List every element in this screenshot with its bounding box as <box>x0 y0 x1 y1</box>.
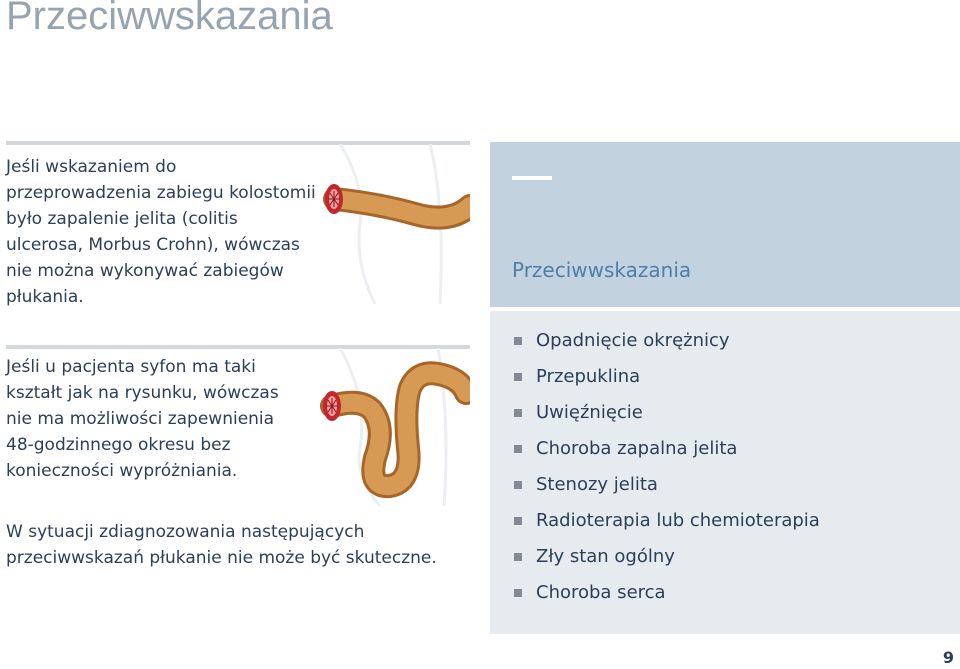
list-item-label: Radioterapia lub chemioterapia <box>536 510 820 531</box>
square-bullet-icon <box>514 553 522 561</box>
page-number: 9 <box>942 648 954 667</box>
page-title: Przeciwwskazania <box>6 0 333 38</box>
list-item <box>512 323 820 359</box>
list-item <box>512 539 820 575</box>
list-item <box>512 359 820 395</box>
list-item-label: Uwięźnięcie <box>536 402 643 423</box>
list-item-label: Przepuklina <box>536 366 641 387</box>
looped-colon-illustration <box>320 348 470 506</box>
square-bullet-icon <box>514 445 522 453</box>
list-item <box>512 503 820 539</box>
panel-accent-bar <box>512 176 552 180</box>
list-item-label: Zły stan ogólny <box>536 546 675 567</box>
paragraph-siphon: Jeśli u pacjenta syfon ma taki kształt jak na rysunku, wówczas nie ma możliwości zapewnienia 48-godzinnego okresu bez konieczności wypróżniania. <box>6 357 279 481</box>
paragraph-colitis: Jeśli wskazaniem do przeprowadzenia zabiegu kolostomii było zapalenie jelita (colitis ulcerosa, Morbus Crohn), wówczas nie można wykonywać zabiegów płukania. <box>6 157 316 307</box>
square-bullet-icon <box>514 373 522 381</box>
list-item-label: Choroba serca <box>536 582 666 603</box>
list-item-label: Stenozy jelita <box>536 474 658 495</box>
square-bullet-icon <box>514 337 522 345</box>
paragraph-contraindications: W sytuacji zdiagnozowania następujących przeciwwskazań płukanie nie może być skuteczne. <box>6 522 437 568</box>
panel-title: Przeciwwskazania <box>512 258 692 282</box>
square-bullet-icon <box>514 409 522 417</box>
contraindications-panel-header <box>490 142 960 307</box>
list-item-label: Choroba zapalna jelita <box>536 438 738 459</box>
list-item <box>512 575 820 611</box>
contraindications-panel-body <box>490 311 960 634</box>
list-item <box>512 467 820 503</box>
list-item <box>512 431 820 467</box>
square-bullet-icon <box>514 481 522 489</box>
list-item-label: Opadnięcie okrężnicy <box>536 330 730 351</box>
square-bullet-icon <box>514 589 522 597</box>
straight-colon-illustration <box>320 144 470 304</box>
square-bullet-icon <box>514 517 522 525</box>
contraindications-list <box>512 323 820 611</box>
list-item <box>512 395 820 431</box>
